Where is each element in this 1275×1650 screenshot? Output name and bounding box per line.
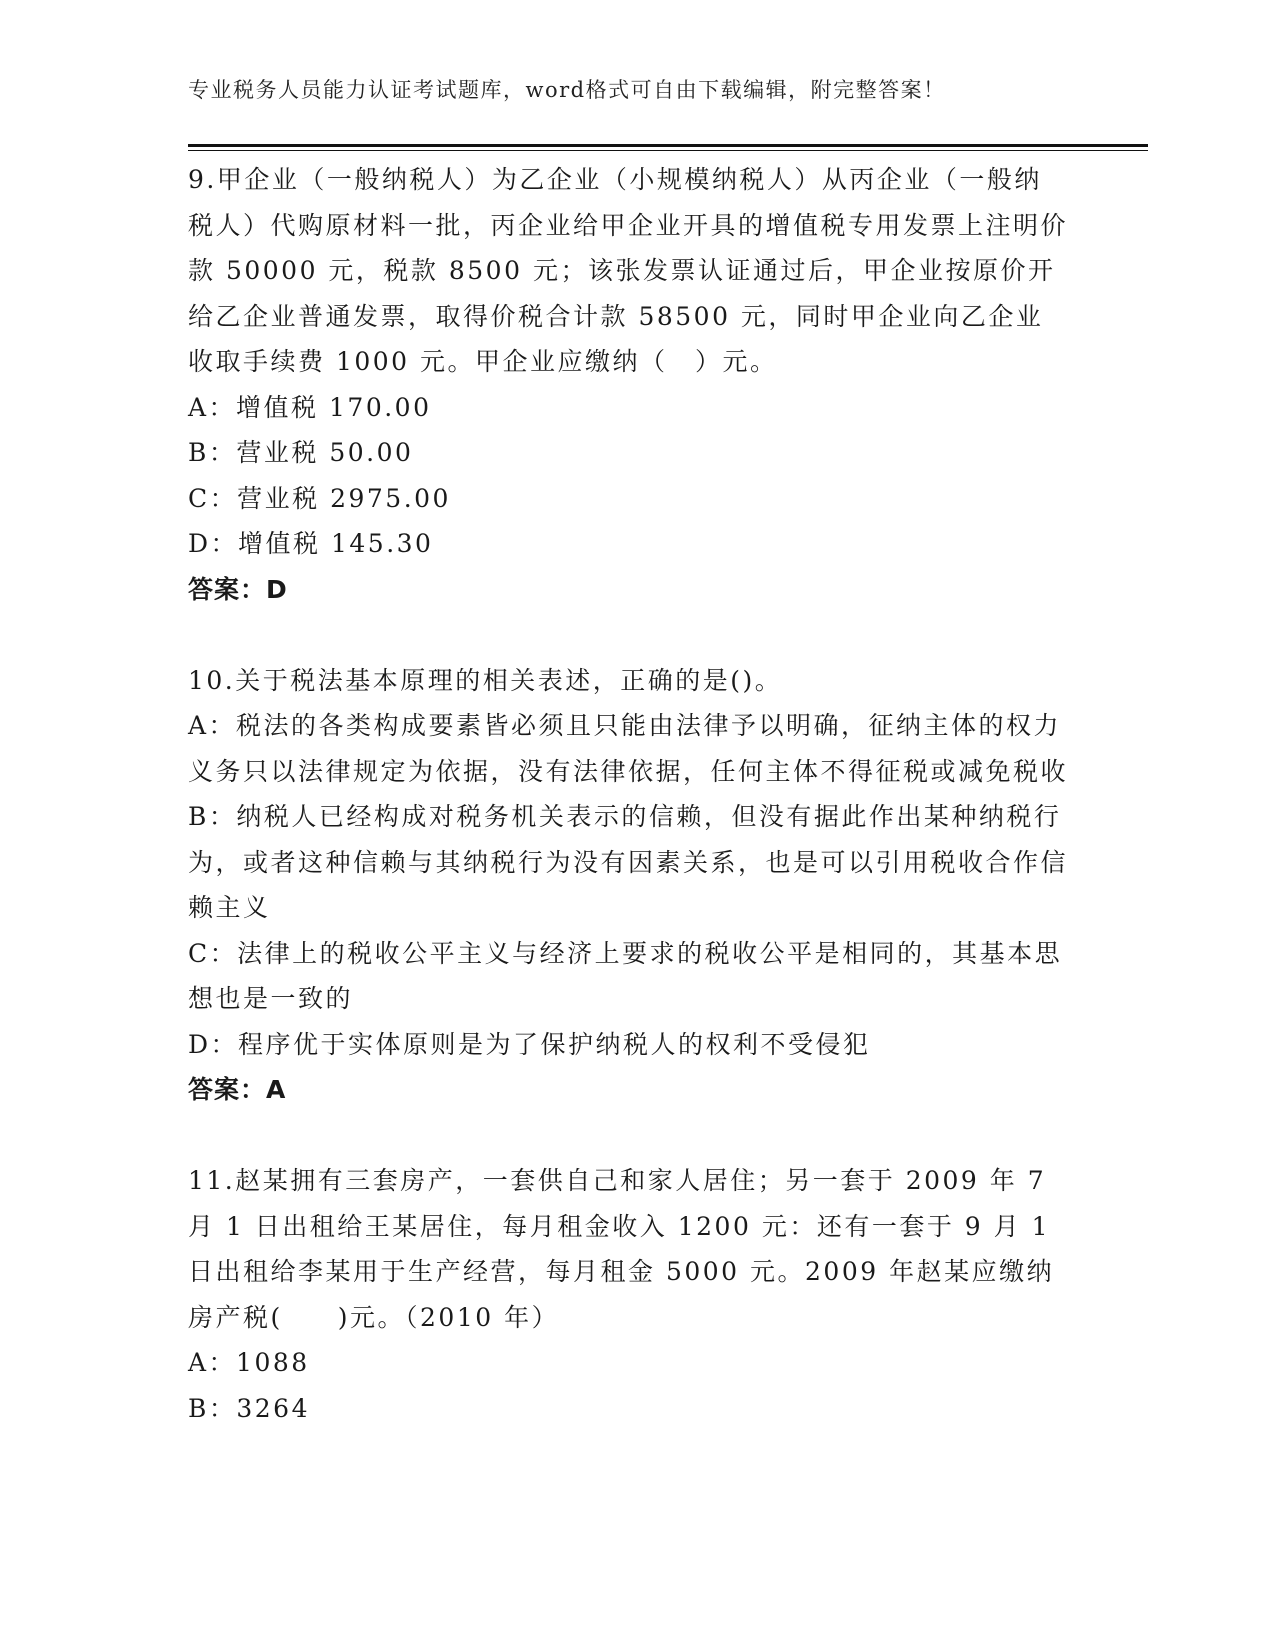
- question-gap: [188, 1113, 1068, 1159]
- question-stem: 9.甲企业（一般纳税人）为乙企业（小规模纳税人）从丙企业（一般纳税人）代购原材料一批，丙企业给甲企业开具的增值税专用发票上注明价款 50000 元，税款 8500 元；该张发票认证通过后，甲企业按原价开给乙企业普通发票，取得价税合计款 58500 元，同时甲企业向乙企业收取手续费 1000 元。甲企业应缴纳（ ）元。: [188, 165, 1069, 376]
- question-gap: [188, 612, 1068, 658]
- option-b: B：营业税 50.00: [188, 438, 414, 467]
- question-list: [188, 157, 1068, 1431]
- answer-label: 答案：D: [188, 574, 288, 604]
- header-divider-thin: [188, 150, 1148, 151]
- question-10: [188, 658, 1068, 1113]
- question-stem: 11.赵某拥有三套房产，一套供自己和家人居住；另一套于 2009 年 7 月 1 日出租给王某居住，每月租金收入 1200 元：还有一套于 9 月 1 日出租给李某用于生产经营，每月租金 5000 元。2009 年赵某应缴纳房产税( )元。（2010 年）: [188, 1166, 1055, 1332]
- option-a: A：增值税 170.00: [188, 392, 432, 422]
- option-d: D：增值税 145.30: [188, 529, 434, 558]
- answer-label: 答案：A: [188, 1075, 287, 1104]
- question-stem: 10.关于税法基本原理的相关表述，正确的是()。: [188, 665, 783, 695]
- option-a: A：1088: [188, 1348, 310, 1377]
- option-b: B：3264: [188, 1393, 310, 1423]
- option-b: B：纳税人已经构成对税务机关表示的信赖，但没有据此作出某种纳税行为，或者这种信赖与其纳税行为没有因素关系，也是可以引用税收合作信赖主义: [188, 802, 1069, 922]
- option-d: D：程序优于实体原则是为了保护纳税人的权利不受侵犯: [188, 1029, 871, 1059]
- page-header: 专业税务人员能力认证考试题库，word格式可自由下载编辑，附完整答案！: [188, 78, 946, 102]
- option-c: C：营业税 2975.00: [188, 483, 451, 513]
- question-11: [188, 1158, 1068, 1431]
- option-a: A：税法的各类构成要素皆必须且只能由法律予以明确，征纳主体的权力义务只以法律规定为依据，没有法律依据，任何主体不得征税或减免税收: [188, 711, 1069, 786]
- header-divider-thick: [188, 144, 1148, 147]
- question-9: [188, 157, 1068, 612]
- option-c: C：法律上的税收公平主义与经济上要求的税收公平是相同的，其基本思想也是一致的: [188, 938, 1063, 1013]
